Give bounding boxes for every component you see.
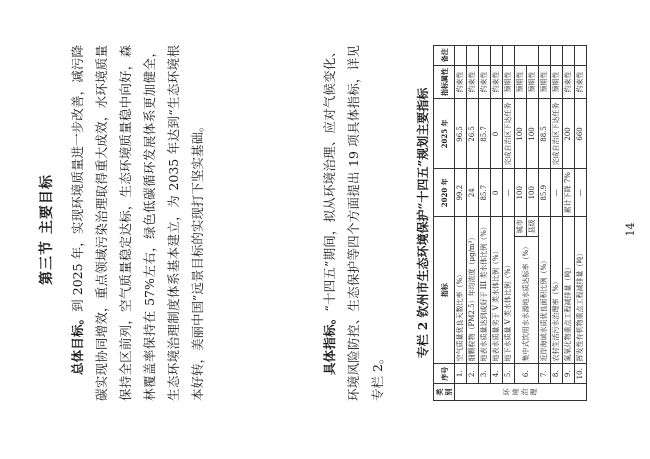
specific-indicators-lead: 具体指标。 xyxy=(322,311,337,375)
row-attribute: 预期性 xyxy=(539,65,551,99)
row-2025: 完成自治区下达任务 xyxy=(551,99,563,169)
table-row xyxy=(491,46,503,401)
row-indicator: 细颗粒物（PM2.5）年均浓度（μg/m³） xyxy=(467,217,479,364)
row-attribute: 约束性 xyxy=(455,65,467,99)
header-note: 备注 xyxy=(434,46,455,66)
row-indicator: 近岸海域水质优良面积比例（%） xyxy=(539,217,551,364)
row-2025: 88.5 xyxy=(539,99,551,169)
row-note xyxy=(515,46,539,66)
row-note xyxy=(479,46,491,66)
row-indicator: 空气质量优良天数比率（%） xyxy=(455,217,467,364)
table-row xyxy=(467,46,479,401)
row-2025: 100 xyxy=(527,99,539,169)
overall-goal-lead: 总体目标。 xyxy=(70,311,85,375)
row-note xyxy=(539,46,551,66)
row-2025: 0 xyxy=(491,99,503,169)
row-number: 7. xyxy=(539,364,551,384)
row-2025: 100 xyxy=(515,99,527,169)
row-2020: 99.2 xyxy=(455,169,467,217)
section-title: 第三节 主要目标 xyxy=(39,174,55,285)
specific-indicators-paragraph xyxy=(318,45,390,401)
row-2025: 660 xyxy=(575,99,587,169)
indicators-table xyxy=(433,45,587,401)
overall-goal-text: 到 2025 年，实现环境质量进一步改善，减污降碳实现协同增效，重点领域污染治理取得重大成效，水环境质量保持全区前列，空气质量稳定达标，生态环境质量稳中向好，森林覆盖率保持在 57%左右，绿色低碳循环发展体系更加健全，生态环境治理制度体系基本建立，为 2035 年达到“生态环境根本好转，美丽中国”远景目标的实现打下坚实基础。 xyxy=(70,45,205,401)
row-indicator: 氮氧化物重点工程减排量（吨） xyxy=(563,217,575,364)
row-attribute: 约束性 xyxy=(575,65,587,99)
row-note xyxy=(491,46,503,66)
category-cell: 环境治理 xyxy=(455,384,587,401)
table-row xyxy=(479,46,491,401)
table-row xyxy=(515,46,527,401)
row-2020: — xyxy=(503,169,515,217)
row-number: 6. xyxy=(515,364,539,384)
row-2020: 100 xyxy=(515,169,527,217)
row-attribute: 预期性 xyxy=(515,65,527,99)
row-2020: 100 xyxy=(527,169,539,217)
row-subcategory: 城市 xyxy=(515,217,527,237)
table-row xyxy=(503,46,515,401)
header-2020: 2020 年 xyxy=(434,169,455,217)
row-note xyxy=(551,46,563,66)
row-indicator: 农村生活污水治理率（%） xyxy=(551,217,563,364)
table-row xyxy=(575,46,587,401)
header-attribute: 指标属性 xyxy=(434,65,455,99)
row-attribute: 预期性 xyxy=(503,65,515,99)
row-2025: 完成自治区下达任务 xyxy=(503,99,515,169)
table-header-row xyxy=(434,46,455,401)
header-indicator: 指标 xyxy=(434,217,455,364)
row-indicator: 地表水质量达到或好于 III 类水体比例（%） xyxy=(479,217,491,364)
row-2025: 200 xyxy=(563,99,575,169)
row-attribute: 约束性 xyxy=(491,65,503,99)
row-number: 8. xyxy=(551,364,563,384)
overall-goal-paragraph xyxy=(66,45,210,401)
row-number: 9. xyxy=(563,364,575,384)
row-2020: 24 xyxy=(467,169,479,217)
table-title: 专栏 2 钦州市生态环境保护“十四五”规划主要指标 xyxy=(416,87,430,359)
row-attribute: 预期性 xyxy=(551,65,563,99)
row-attribute: 约束性 xyxy=(467,65,479,99)
row-indicator: 地下水质量 V 类水体比例（%） xyxy=(503,217,515,364)
row-number: 1. xyxy=(455,364,467,384)
row-attribute: 约束性 xyxy=(563,65,575,99)
table-row xyxy=(539,46,551,401)
table-row xyxy=(563,46,575,401)
row-indicator: 地表水质量劣于 V 类水体比例（%） xyxy=(491,217,503,364)
header-category: 类别 xyxy=(434,384,455,401)
table-row xyxy=(551,46,563,401)
specific-indicators-text: “十四五”期间，拟从环境治理、应对气候变化、环境风险防控、生态保护等四个方面提出 19 项具体指标，详见专栏 2。 xyxy=(322,45,385,401)
row-2020: — xyxy=(551,169,563,217)
row-2020: — xyxy=(575,169,587,217)
row-subcategory: 县级 xyxy=(527,217,539,237)
row-2020: 85.7 xyxy=(479,169,491,217)
header-number: 序号 xyxy=(434,364,455,384)
row-2025: 26.5 xyxy=(467,99,479,169)
row-note xyxy=(467,46,479,66)
row-2025: 96.5 xyxy=(455,99,467,169)
page-number: 14 xyxy=(624,222,637,237)
row-indicator: 集中式饮用水水源地水质达标率（%） xyxy=(515,236,539,364)
row-attribute: 预期性 xyxy=(527,65,539,99)
table-row xyxy=(455,46,467,401)
row-note xyxy=(575,46,587,66)
row-note xyxy=(563,46,575,66)
header-2025: 2025 年 xyxy=(434,99,455,169)
row-indicator: 挥发性有机物重点工程减排量（吨） xyxy=(575,217,587,364)
row-2020: 0 xyxy=(491,169,503,217)
row-2020: 累计下降 7% xyxy=(563,169,575,217)
row-number: 4. xyxy=(491,364,503,384)
row-2020: 85.9 xyxy=(539,169,551,217)
row-number: 10. xyxy=(575,364,587,384)
row-attribute: 约束性 xyxy=(479,65,491,99)
row-number: 5. xyxy=(503,364,515,384)
row-number: 3. xyxy=(479,364,491,384)
row-note xyxy=(455,46,467,66)
row-number: 2. xyxy=(467,364,479,384)
row-note xyxy=(503,46,515,66)
row-2025: 85.7 xyxy=(479,99,491,169)
